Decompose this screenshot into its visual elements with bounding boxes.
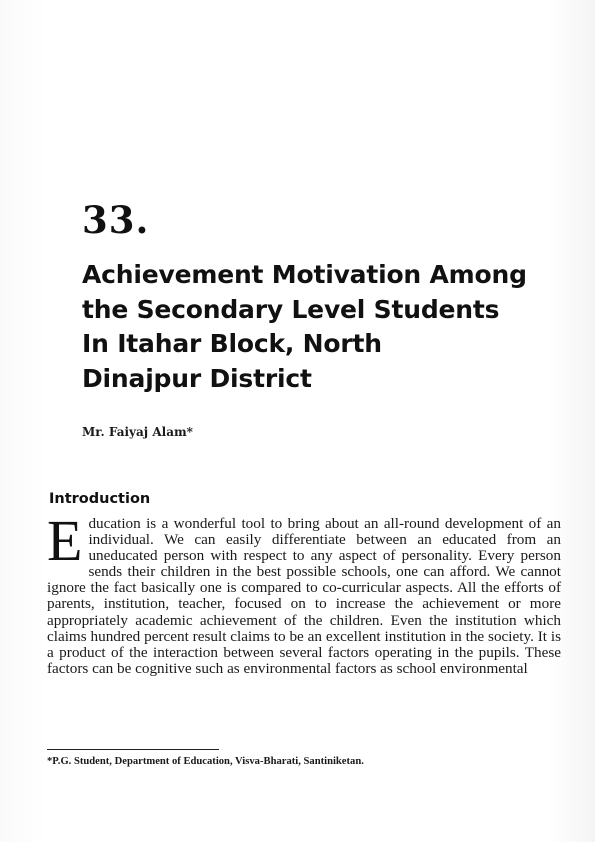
- author-name: Mr. Faiyaj Alam*: [82, 425, 193, 439]
- chapter-number: 33.: [82, 198, 150, 242]
- introduction-paragraph: [47, 508, 561, 677]
- footnote: *P.G. Student, Department of Education, Visva-Bharati, Santiniketan.: [47, 756, 364, 767]
- article-title: [82, 258, 552, 396]
- title-line: In Itahar Block, North: [82, 329, 382, 358]
- title-line: Achievement Motivation Among: [82, 260, 527, 289]
- paragraph-text: ducation is a wonderful tool to bring about an all-round development of an individual. We can easily differentiate between an educated from an uneducated person with respect to any aspect of personality. Every person sends their children in the best possible schools, one can afford. We cannot ignore the fact basically one is compared to co-curricular aspects. All the efforts of parents, institution, teacher, focused on to increase the achievement or more appropriately academic achievement of the children. Even the institution which claims hundred percent result claims to be an excellent institution in the society. It is a product of the interaction between several factors operating in the pupils. These factors can be cognitive such as environmental factors as school environmental: [47, 515, 561, 677]
- title-line: the Secondary Level Students: [82, 294, 500, 324]
- title-line: Dinajpur District: [82, 363, 312, 393]
- drop-cap: E: [47, 508, 83, 573]
- footnote-divider: [47, 749, 219, 750]
- section-heading-introduction: Introduction: [49, 491, 151, 507]
